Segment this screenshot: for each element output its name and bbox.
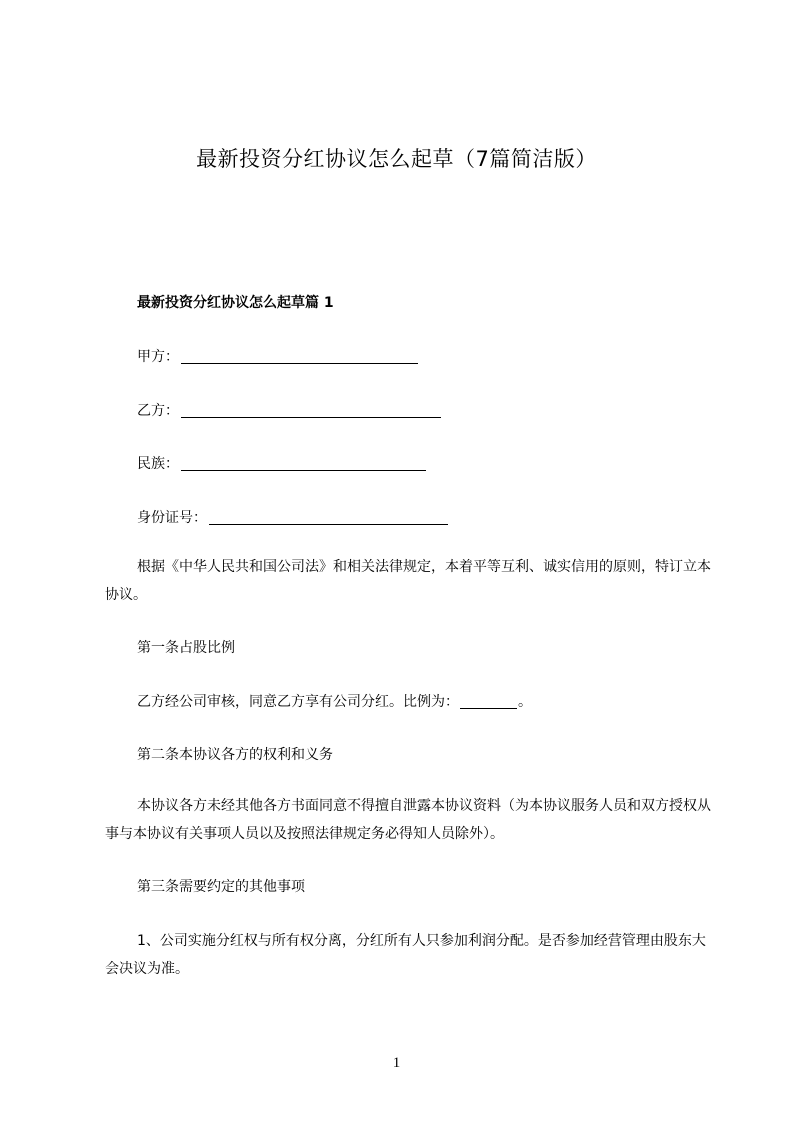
article2-paragraph: 本协议各方未经其他各方书面同意不得擅自泄露本协议资料（为本协议服务人员和双方授权从事与本协议有关事项人员以及按照法律规定务必得知人员除外）。 (105, 798, 711, 842)
article1-text-after: 。 (518, 694, 532, 710)
article1-heading: 第一条占股比例 (137, 640, 235, 656)
party-b-blank (181, 403, 441, 418)
id-number-label: 身份证号： (137, 510, 207, 526)
article2-heading: 第二条本协议各方的权利和义务 (137, 747, 333, 763)
party-b-field (137, 400, 441, 420)
article1-text-before: 乙方经公司审核，同意乙方享有公司分红。比例为： (137, 694, 459, 710)
party-a-label: 甲方： (137, 349, 179, 365)
party-a-field (137, 346, 418, 366)
article3-heading: 第三条需要约定的其他事项 (137, 879, 305, 895)
id-number-blank (209, 510, 448, 525)
article1-text (137, 688, 717, 716)
section-heading: 最新投资分红协议怎么起草篇 1 (137, 295, 334, 311)
ethnicity-field (137, 453, 426, 473)
ethnicity-label: 民族： (137, 456, 179, 472)
ratio-blank (460, 694, 517, 709)
party-b-label: 乙方： (137, 403, 179, 419)
party-a-blank (181, 349, 418, 364)
document-title: 最新投资分红协议怎么起草（7篇简洁版） (196, 147, 597, 171)
ethnicity-blank (181, 456, 426, 471)
preamble-paragraph: 根据《中华人民共和国公司法》和相关法律规定，本着平等互利、诚实信用的原则，特订立本协议。 (105, 559, 711, 603)
article3-item1-paragraph: 1、公司实施分红权与所有权分离，分红所有人只参加利润分配。是否参加经营管理由股东大会决议为准。 (105, 933, 706, 977)
id-number-field (137, 507, 448, 527)
page-number: 1 (392, 1055, 401, 1071)
